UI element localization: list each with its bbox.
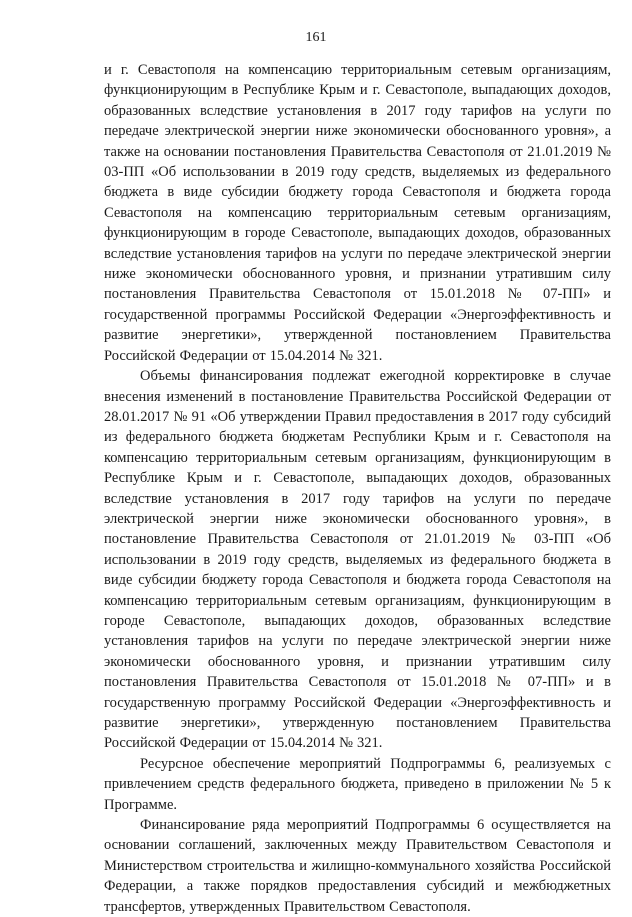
- document-body: [104, 60, 611, 917]
- page-number: 161: [305, 30, 327, 45]
- paragraph-3: Ресурсное обеспечение мероприятий Подпрограммы 6, реализуемых с привлечением средств федерального бюджета, приведено в приложении № 5 к Программе.: [104, 755, 611, 813]
- paragraph-2: Объемы финансирования подлежат ежегодной корректировке в случае внесения изменений в постановление Правительства Российской Федерации от 28.01.2017 № 91 «Об утверждении Правил предоставления в 2017 году субсидий из федерального бюджета бюджетам Республики Крым и г. Севастополя на компенсацию территориальным сетевым организациям, функционирующим в Республике Крым и г. Севастополе, выпадающих доходов, образованных вследствие установления в 2017 году тарифов на услуги по передаче электрической энергии ниже экономически обоснованного уровня», в постановление Правительства Севастополя от 21.01.2019 № 03-ПП «Об использовании в 2019 году средств, выделяемых из федерального бюджета в виде субсидии бюджету города Севастополя и бюджета города Севастополя на компенсацию территориальным сетевым организациям, функционирующим в городе Севастополе, выпадающих доходов, образованных вследствие установления тарифов на услуги по передаче электрической энергии ниже экономически обоснованного уровня, и признании утратившим силу постановления Правительства Севастополя от 15.01.2018 № 07-ПП» и в государственную программу Российской Федерации «Энергоэффективность и развитие энергетики», утвержденную постановлением Правительства Российской Федерации от 15.04.2014 № 321.: [104, 368, 611, 752]
- paragraph-1: и г. Севастополя на компенсацию территориальным сетевым организациям, функционирующим в Республике Крым и г. Севастополе, выпадающих доходов, образованных вследствие установления в 2017 году тарифов на услуги по передаче электрической энергии ниже экономически обоснованного уровня», а также на основании постановления Правительства Севастополя от 21.01.2019 № 03-ПП «Об использовании в 2019 году средств, выделяемых из федерального бюджета в виде субсидии бюджету города Севастополя и бюджета города Севастополя на компенсацию территориальным сетевым организациям, функционирующим в городе Севастополе, выпадающих доходов, образованных вследствие установления тарифов на услуги по передаче электрической энергии ниже экономически обоснованного уровня, и признании утратившим силу постановления Правительства Севастополя от 15.01.2018 № 07-ПП» и государственной программы Российской Федерации «Энергоэффективность и развитие энергетики», утвержденной постановлением Правительства Российской Федерации от 15.04.2014 № 321.: [104, 62, 611, 364]
- paragraph-4: Финансирование ряда мероприятий Подпрограммы 6 осуществляется на основании соглашений, заключенных между Правительством Севастополя и Министерством строительства и жилищно-коммунального хозяйства Российской Федерации, а также порядков предоставления субсидий и межбюджетных трансфертов, утвержденных Правительством Севастополя.: [104, 817, 611, 915]
